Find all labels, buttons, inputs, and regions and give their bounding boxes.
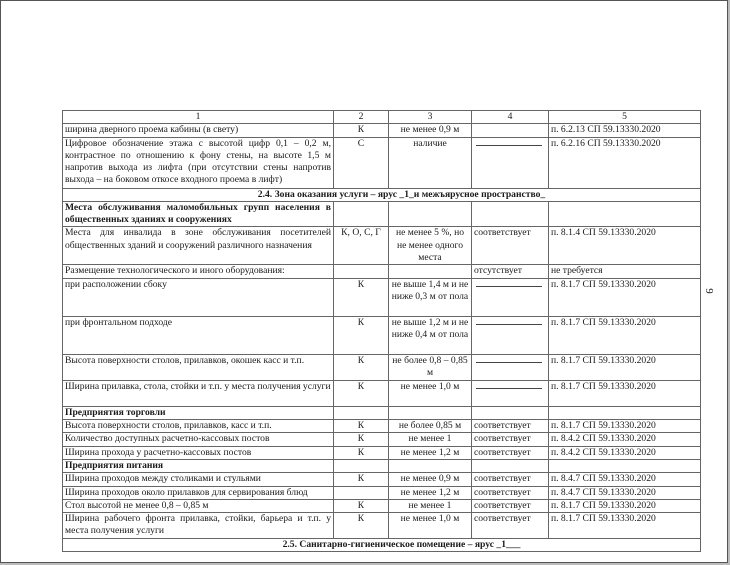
column-header: 1 [63, 111, 334, 124]
actual-value-cell [472, 354, 549, 380]
norm-value-cell: не более 0,85 м [389, 420, 472, 433]
blank-dash-line [476, 279, 542, 287]
reference-cell: не требуется [549, 265, 701, 278]
accessibility-checklist-table [62, 110, 701, 552]
norm-value-cell: не менее 1 [389, 433, 472, 446]
table-row [63, 265, 701, 278]
requirement-cell: Высота поверхности столов, прилавков, окошек касс и т.п. [63, 354, 334, 380]
actual-value-cell: соответствует [472, 499, 549, 512]
category-cell: С [334, 137, 389, 188]
empty-cell [389, 406, 472, 419]
subheading-cell: Предприятия торговли [63, 406, 334, 419]
actual-value-cell: соответствует [472, 420, 549, 433]
blank-dash-line [476, 355, 542, 363]
table-header-row [63, 111, 701, 124]
actual-value-cell [472, 278, 549, 316]
section-title [63, 188, 701, 201]
requirement-cell: Количество доступных расчетно-кассовых постов [63, 433, 334, 446]
category-cell: К [334, 499, 389, 512]
actual-value-cell: соответствует [472, 227, 549, 265]
actual-value-cell: соответствует [472, 433, 549, 446]
norm-value-cell: не менее 1 [389, 499, 472, 512]
table-row [63, 380, 701, 406]
category-cell: К [334, 316, 389, 354]
column-header: 5 [549, 111, 701, 124]
norm-value-cell: не выше 1,2 м и не ниже 0,4 м от пола [389, 316, 472, 354]
table-row [63, 486, 701, 499]
requirement-cell: Высота поверхности столов, прилавков, касс и т.п. [63, 420, 334, 433]
reference-cell: п. 8.1.7 СП 59.13330.2020 [549, 278, 701, 316]
reference-cell: п. 8.4.7 СП 59.13330.2020 [549, 473, 701, 486]
norm-value-cell: не более 0,8 – 0,85 м [389, 354, 472, 380]
reference-cell: п. 8.4.2 СП 59.13330.2020 [549, 433, 701, 446]
requirement-cell: Ширина рабочего фронта прилавка, стойки, барьера и т.п. у места получения услуги [63, 513, 334, 539]
category-cell: К [334, 354, 389, 380]
table-row [63, 137, 701, 188]
blank-dash-line [476, 317, 542, 325]
actual-value-cell: соответствует [472, 513, 549, 539]
section-header-row [63, 539, 701, 552]
category-cell: К [334, 380, 389, 406]
subheading-cell: Предприятия питания [63, 459, 334, 472]
requirement-cell: Ширина прохода у расчетно-кассовых постов [63, 446, 334, 459]
column-header: 3 [389, 111, 472, 124]
category-cell: К [334, 420, 389, 433]
blank-dash-line [476, 381, 542, 389]
actual-value-cell: соответствует [472, 446, 549, 459]
section-title-text: 2.5. Санитарно-гигиеническое помещение – ярус _1___ [282, 539, 521, 551]
empty-cell [389, 201, 472, 227]
page-number: 9 [702, 288, 715, 294]
table-row [63, 278, 701, 316]
norm-value-cell: не менее 1,2 м [389, 446, 472, 459]
empty-cell [472, 406, 549, 419]
column-header: 2 [334, 111, 389, 124]
section-title-text: 2.4. Зона оказания услуги – ярус _1_и межъярусное пространство_ [257, 188, 546, 200]
norm-value-cell: не менее 5 %, но не менее одного места [389, 227, 472, 265]
reference-cell: п. 8.1.7 СП 59.13330.2020 [549, 316, 701, 354]
requirement-cell: при фронтальном подходе [63, 316, 334, 354]
table-row [63, 473, 701, 486]
category-cell [334, 486, 389, 499]
category-cell: К [334, 278, 389, 316]
reference-cell: п. 8.1.4 СП 59.13330.2020 [549, 227, 701, 265]
table-row [63, 446, 701, 459]
reference-cell: п. 6.2.16 СП 59.13330.2020 [549, 137, 701, 188]
norm-value-cell: наличие [389, 137, 472, 188]
requirement-cell: Ширина проходов между столиками и стульями [63, 473, 334, 486]
requirement-cell: при расположении сбоку [63, 278, 334, 316]
table-row [63, 513, 701, 539]
subheading-row [63, 406, 701, 419]
reference-cell: п. 8.1.7 СП 59.13330.2020 [549, 499, 701, 512]
subheading-cell: Места обслуживания маломобильных групп населения в общественных зданиях и сооружениях [63, 201, 334, 227]
category-cell: К [334, 513, 389, 539]
category-cell: К [334, 433, 389, 446]
requirement-cell: Ширина проходов около прилавков для сервирования блюд [63, 486, 334, 499]
requirement-cell: Ширина прилавка, стола, стойки и т.п. у места получения услуги [63, 380, 334, 406]
empty-cell [334, 201, 389, 227]
category-cell: К, О, С, Г [334, 227, 389, 265]
table-row [63, 124, 701, 137]
requirement-cell: Размещение технологического и иного оборудования: [63, 265, 334, 278]
norm-value-cell [389, 265, 472, 278]
actual-value-cell: соответствует [472, 473, 549, 486]
reference-cell: п. 8.4.2 СП 59.13330.2020 [549, 446, 701, 459]
requirement-cell: Цифровое обозначение этажа с высотой цифр 0,1 – 0,2 м, контрастное по отношению к фону стены, на высоте 1,5 м напротив выхода из лифта (при отсутствии стены напротив выхода – на боковом откосе входного проема в лифт) [63, 137, 334, 188]
table-row [63, 420, 701, 433]
category-cell: К [334, 473, 389, 486]
norm-value-cell: не менее 0,9 м [389, 473, 472, 486]
subheading-row [63, 459, 701, 472]
empty-cell [549, 406, 701, 419]
table-row [63, 433, 701, 446]
empty-cell [334, 406, 389, 419]
reference-cell: п. 8.4.7 СП 59.13330.2020 [549, 486, 701, 499]
norm-value-cell: не менее 0,9 м [389, 124, 472, 137]
norm-value-cell: не менее 1,0 м [389, 380, 472, 406]
norm-value-cell: не менее 1,0 м [389, 513, 472, 539]
actual-value-cell [472, 316, 549, 354]
actual-value-cell [472, 124, 549, 137]
empty-cell [389, 459, 472, 472]
category-cell: К [334, 124, 389, 137]
section-title [63, 539, 701, 552]
empty-cell [472, 459, 549, 472]
requirement-cell: Стол высотой не менее 0,8 – 0,85 м [63, 499, 334, 512]
empty-cell [472, 201, 549, 227]
blank-dash-line [476, 138, 542, 146]
requirement-cell: Места для инвалида в зоне обслуживания посетителей общественных зданий и сооружений различного назначения [63, 227, 334, 265]
table-row [63, 499, 701, 512]
empty-cell [334, 459, 389, 472]
empty-cell [549, 459, 701, 472]
norm-value-cell: не менее 1,2 м [389, 486, 472, 499]
column-header: 4 [472, 111, 549, 124]
reference-cell: п. 8.1.7 СП 59.13330.2020 [549, 354, 701, 380]
actual-value-cell [472, 137, 549, 188]
section-header-row [63, 188, 701, 201]
requirement-cell: ширина дверного проема кабины (в свету) [63, 124, 334, 137]
empty-cell [549, 201, 701, 227]
norm-value-cell: не выше 1,4 м и не ниже 0,3 м от пола [389, 278, 472, 316]
category-cell [334, 265, 389, 278]
reference-cell: п. 8.1.7 СП 59.13330.2020 [549, 513, 701, 539]
reference-cell: п. 8.1.7 СП 59.13330.2020 [549, 380, 701, 406]
category-cell: К [334, 446, 389, 459]
reference-cell: п. 6.2.13 СП 59.13330.2020 [549, 124, 701, 137]
actual-value-cell [472, 380, 549, 406]
actual-value-cell: отсутствует [472, 265, 549, 278]
subheading-row [63, 201, 701, 227]
table-row [63, 354, 701, 380]
actual-value-cell: соответствует [472, 486, 549, 499]
table-row [63, 316, 701, 354]
reference-cell: п. 8.1.7 СП 59.13330.2020 [549, 420, 701, 433]
table-row [63, 227, 701, 265]
